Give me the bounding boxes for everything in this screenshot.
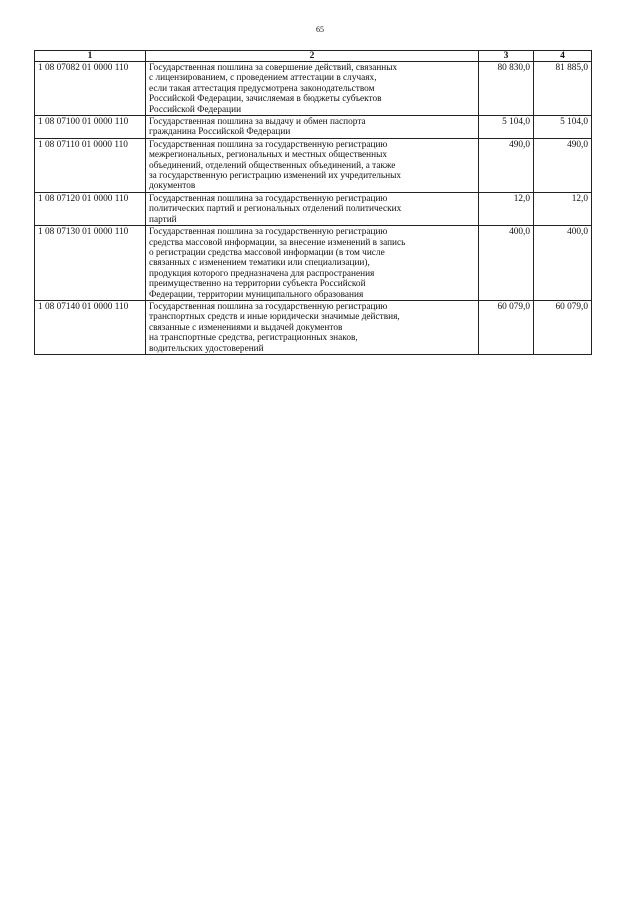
amount-col4-cell: 490,0 (534, 138, 592, 192)
amount-col4-cell: 81 885,0 (534, 62, 592, 116)
description-cell (146, 138, 479, 192)
amount-col4-cell: 12,0 (534, 192, 592, 225)
column-header-4: 4 (534, 51, 592, 62)
description-line: гражданина Российской Федерации (149, 127, 291, 138)
description-line: связанных с изменением тематики или специализации), (149, 258, 370, 269)
description-line: Государственная пошлина за государственную регистрацию (149, 227, 388, 238)
budget-code-cell: 1 08 07100 01 0000 110 (35, 116, 146, 139)
description-line: за государственную регистрацию изменений их учредительных (149, 171, 401, 182)
table-row (35, 226, 592, 301)
description-line: Государственная пошлина за государственную регистрацию (149, 301, 388, 312)
amount-col4-cell: 400,0 (534, 226, 592, 301)
description-line: о регистрации средства массовой информации (в том числе (149, 247, 385, 258)
column-header-3: 3 (479, 51, 534, 62)
amount-col4-cell: 5 104,0 (534, 116, 592, 139)
description-cell (146, 192, 479, 225)
column-header-2: 2 (146, 51, 479, 62)
description-cell (146, 226, 479, 301)
budget-revenue-table (34, 50, 592, 355)
description-line: Государственная пошлина за выдачу и обмен паспорта (149, 117, 366, 128)
description-line: партий (149, 214, 177, 225)
amount-col3-cell: 12,0 (479, 192, 534, 225)
description-line: Российской Федерации, зачисляемая в бюджеты субъектов (149, 94, 382, 105)
description-line: межрегиональных, региональных и местных общественных (149, 150, 388, 161)
description-line: преимущественно на территории субъекта Российской (149, 279, 366, 290)
budget-code-cell: 1 08 07082 01 0000 110 (35, 62, 146, 116)
description-line: с лицензированием, с проведением аттестации в случаях, (149, 73, 377, 84)
description-line: водительских удостоверений (149, 343, 264, 354)
table-header (35, 51, 592, 62)
amount-col3-cell: 400,0 (479, 226, 534, 301)
header-row (35, 51, 592, 62)
description-line: транспортных средств и иные юридически значимые действия, (149, 312, 400, 323)
table-row (35, 116, 592, 139)
budget-code-cell: 1 08 07140 01 0000 110 (35, 300, 146, 354)
description-line: Федерации, территории муниципального образования (149, 289, 364, 300)
amount-col3-cell: 5 104,0 (479, 116, 534, 139)
budget-code-cell: 1 08 07120 01 0000 110 (35, 192, 146, 225)
table-body (35, 62, 592, 355)
table-row (35, 192, 592, 225)
description-line: политических партий и региональных отделений политических (149, 204, 402, 215)
page-number: 65 (316, 25, 324, 34)
description-line: продукция которого предназначена для распространения (149, 268, 375, 279)
description-line: на транспортные средства, регистрационных знаков, (149, 333, 358, 344)
description-cell (146, 62, 479, 116)
description-cell (146, 116, 479, 139)
table-row (35, 138, 592, 192)
description-cell (146, 300, 479, 354)
description-line: Государственная пошлина за государственную регистрацию (149, 139, 388, 150)
table-row (35, 300, 592, 354)
amount-col3-cell: 80 830,0 (479, 62, 534, 116)
amount-col3-cell: 60 079,0 (479, 300, 534, 354)
amount-col4-cell: 60 079,0 (534, 300, 592, 354)
description-line: Российской Федерации (149, 104, 242, 115)
description-line: связанные с изменениями и выдачей документов (149, 322, 343, 333)
description-line: объединений, отделений общественных объединений, а также (149, 160, 396, 171)
description-line: если такая аттестация предусмотрена законодательством (149, 83, 375, 94)
description-line: средства массовой информации, за внесение изменений в запись (149, 237, 406, 248)
description-line: Государственная пошлина за совершение действий, связанных (149, 63, 398, 73)
description-line: документов (149, 181, 196, 192)
budget-code-cell: 1 08 07110 01 0000 110 (35, 138, 146, 192)
description-line: Государственная пошлина за государственную регистрацию (149, 193, 388, 204)
amount-col3-cell: 490,0 (479, 138, 534, 192)
budget-code-cell: 1 08 07130 01 0000 110 (35, 226, 146, 301)
table-row (35, 62, 592, 116)
column-header-1: 1 (35, 51, 146, 62)
